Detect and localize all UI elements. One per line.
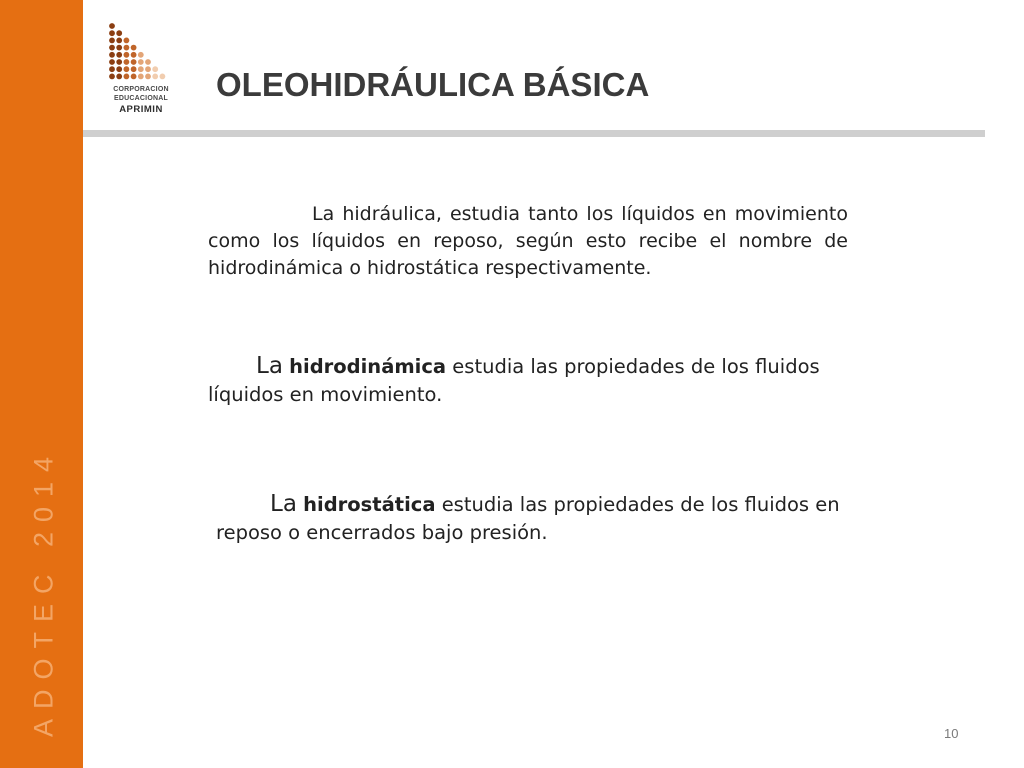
sidebar-vertical-text: ADOTEC 2014	[28, 446, 59, 738]
hidrostatica-term: hidrostática	[303, 493, 436, 516]
aprimin-logo	[108, 22, 174, 118]
logo-dots-icon	[108, 22, 174, 84]
intro-paragraph: La hidráulica, estudia tanto los líquidos en movimiento como los líquidos en reposo, según esto recibe el nombre de hidrodinámica o hidrostática respectivamente.	[208, 203, 848, 279]
slide-title: OLEOHIDRÁULICA BÁSICA	[216, 66, 650, 103]
logo-line-aprimin: APRIMIN	[119, 104, 163, 115]
title-divider	[83, 130, 985, 137]
hidrostatica-paragraph	[216, 490, 856, 547]
hidrodinamica-paragraph	[208, 352, 848, 409]
page-number: 10	[944, 726, 959, 741]
hidrodinamica-term: hidrodinámica	[289, 355, 447, 378]
hidrodinamica-lead: La	[256, 353, 283, 379]
hidrostatica-lead: La	[270, 491, 297, 517]
logo-line-corporacion: CORPORACION	[113, 86, 169, 93]
hidrostatica-text: estudia las propiedades de los fluidos en reposo o encerrados bajo presión.	[216, 493, 840, 544]
hidrodinamica-text: estudia las propiedades de los fluidos líquidos en movimiento.	[208, 355, 820, 406]
logo-line-educacional: EDUCACIONAL	[114, 95, 168, 102]
